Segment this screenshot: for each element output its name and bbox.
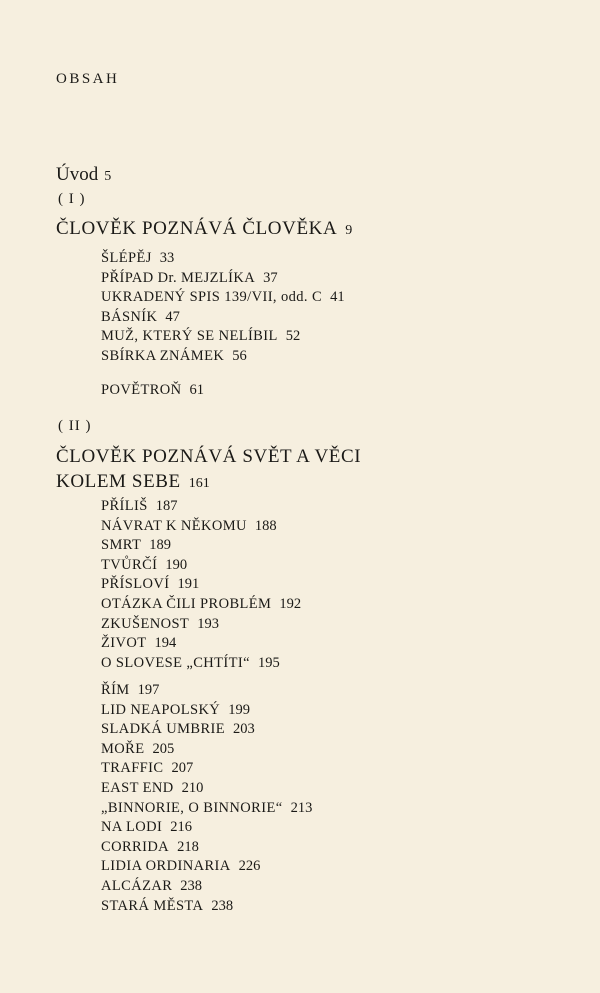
entry-list bbox=[101, 381, 204, 401]
entry-title: ŘÍM bbox=[101, 682, 130, 698]
entry-title: ŽIVOT bbox=[101, 635, 147, 652]
entry-title: ŠLÉPĚJ bbox=[101, 250, 152, 266]
toc-entry bbox=[101, 654, 301, 674]
entry-page: 203 bbox=[233, 721, 255, 738]
entry-title: PŘÍLIŠ bbox=[101, 498, 148, 514]
entry-page: 195 bbox=[257, 654, 280, 671]
part-number: ( II ) bbox=[58, 418, 92, 434]
entry-title: PŘÍSLOVÍ bbox=[101, 576, 170, 593]
entry-page: 192 bbox=[279, 595, 302, 612]
entry-title: MUŽ, KTERÝ SE NELÍBIL bbox=[101, 328, 278, 345]
entry-page: 188 bbox=[254, 517, 277, 534]
entry-title: POVĚTROŇ bbox=[101, 382, 182, 398]
entry-title: SBÍRKA ZNÁMEK bbox=[101, 347, 225, 364]
toc-entry bbox=[101, 877, 312, 897]
toc-entry bbox=[101, 595, 301, 615]
toc-entry bbox=[101, 634, 301, 654]
entry-title: OTÁZKA ČILI PROBLÉM bbox=[101, 595, 272, 612]
entry-page: 52 bbox=[285, 328, 301, 345]
part-title bbox=[56, 444, 361, 496]
entry-page: 193 bbox=[197, 615, 219, 632]
toc-entry bbox=[101, 838, 312, 858]
toc-entry bbox=[101, 327, 345, 347]
entry-page: 226 bbox=[238, 858, 261, 875]
part-page: 161 bbox=[188, 476, 210, 491]
toc-entry bbox=[101, 347, 345, 367]
part-title-line: ČLOVĚK POZNÁVÁ ČLOVĚKA bbox=[56, 218, 338, 239]
part-title-line: ČLOVĚK POZNÁVÁ SVĚT A VĚCI bbox=[56, 446, 362, 467]
entry-title: EAST END bbox=[101, 779, 174, 796]
entry-page: 190 bbox=[165, 556, 188, 573]
part-title bbox=[56, 216, 352, 243]
intro-page: 5 bbox=[104, 169, 112, 184]
toc-entry bbox=[101, 857, 312, 877]
entry-title: NA LODI bbox=[101, 819, 163, 836]
toc-entry bbox=[101, 517, 301, 537]
entry-page: 61 bbox=[189, 382, 205, 398]
toc-entry bbox=[101, 288, 345, 308]
part-title-line: KOLEM SEBE bbox=[56, 471, 181, 492]
entry-title: TRAFFIC bbox=[101, 760, 164, 777]
entry-page: 191 bbox=[177, 576, 200, 593]
entry-list bbox=[101, 497, 301, 673]
intro-entry bbox=[56, 164, 111, 186]
entry-title: LID NEAPOLSKÝ bbox=[101, 701, 221, 718]
entry-page: 216 bbox=[170, 819, 192, 836]
entry-title: ZKUŠENOST bbox=[101, 615, 190, 632]
entry-page: 207 bbox=[171, 760, 194, 777]
entry-page: 197 bbox=[137, 682, 160, 698]
toc-entry bbox=[101, 720, 312, 740]
entry-page: 187 bbox=[155, 498, 178, 514]
part-page: 9 bbox=[345, 223, 353, 238]
intro-title: Úvod bbox=[56, 164, 99, 185]
entry-title: „BINNORIE, O BINNORIE“ bbox=[101, 799, 283, 816]
entry-title: CORRIDA bbox=[101, 838, 170, 855]
entry-page: 238 bbox=[180, 877, 203, 894]
toc-entry bbox=[101, 701, 312, 721]
entry-page: 218 bbox=[177, 838, 199, 855]
entry-title: ALCÁZAR bbox=[101, 877, 173, 894]
entry-list bbox=[101, 681, 312, 916]
entry-title: SLADKÁ UMBRIE bbox=[101, 721, 226, 738]
toc-entry bbox=[101, 818, 312, 838]
entry-title: TVŮRČÍ bbox=[101, 556, 158, 573]
entry-page: 33 bbox=[159, 250, 175, 266]
toc-entry bbox=[101, 308, 345, 328]
entry-title: SMRT bbox=[101, 537, 142, 554]
toc-entry bbox=[101, 536, 301, 556]
toc-entry bbox=[101, 799, 312, 819]
entry-title: NÁVRAT K NĚKOMU bbox=[101, 517, 247, 534]
entry-page: 37 bbox=[263, 269, 278, 286]
toc-entry bbox=[101, 497, 301, 517]
entry-title: UKRADENÝ SPIS 139/VII, odd. C bbox=[101, 289, 323, 306]
toc-entry bbox=[101, 575, 301, 595]
entry-list bbox=[101, 249, 345, 367]
toc-entry bbox=[101, 615, 301, 635]
entry-page: 194 bbox=[154, 635, 177, 652]
entry-page: 210 bbox=[181, 779, 204, 796]
toc-entry bbox=[101, 779, 312, 799]
entry-title: LIDIA ORDINARIA bbox=[101, 858, 231, 875]
entry-title: BÁSNÍK bbox=[101, 308, 158, 325]
entry-title: STARÁ MĚSTA bbox=[101, 897, 204, 914]
entry-title: O SLOVESE „CHTÍTI“ bbox=[101, 654, 250, 671]
entry-page: 199 bbox=[228, 701, 250, 718]
toc-entry bbox=[101, 759, 312, 779]
entry-page: 205 bbox=[152, 740, 175, 757]
entry-title: MOŘE bbox=[101, 740, 145, 757]
toc-entry bbox=[101, 381, 204, 401]
contents-heading: OBSAH bbox=[56, 71, 120, 87]
toc-entry bbox=[101, 681, 312, 701]
entry-page: 47 bbox=[165, 308, 180, 325]
part-number: ( I ) bbox=[58, 191, 86, 207]
entry-page: 213 bbox=[290, 799, 313, 816]
entry-page: 41 bbox=[330, 289, 345, 306]
toc-entry bbox=[101, 556, 301, 576]
entry-page: 238 bbox=[211, 897, 234, 914]
entry-title: PŘÍPAD Dr. MEJZLÍKA bbox=[101, 269, 256, 286]
toc-entry bbox=[101, 249, 345, 269]
toc-entry bbox=[101, 740, 312, 760]
toc-entry bbox=[101, 269, 345, 289]
entry-page: 56 bbox=[232, 347, 247, 364]
entry-page: 189 bbox=[149, 537, 171, 554]
toc-entry bbox=[101, 897, 312, 917]
